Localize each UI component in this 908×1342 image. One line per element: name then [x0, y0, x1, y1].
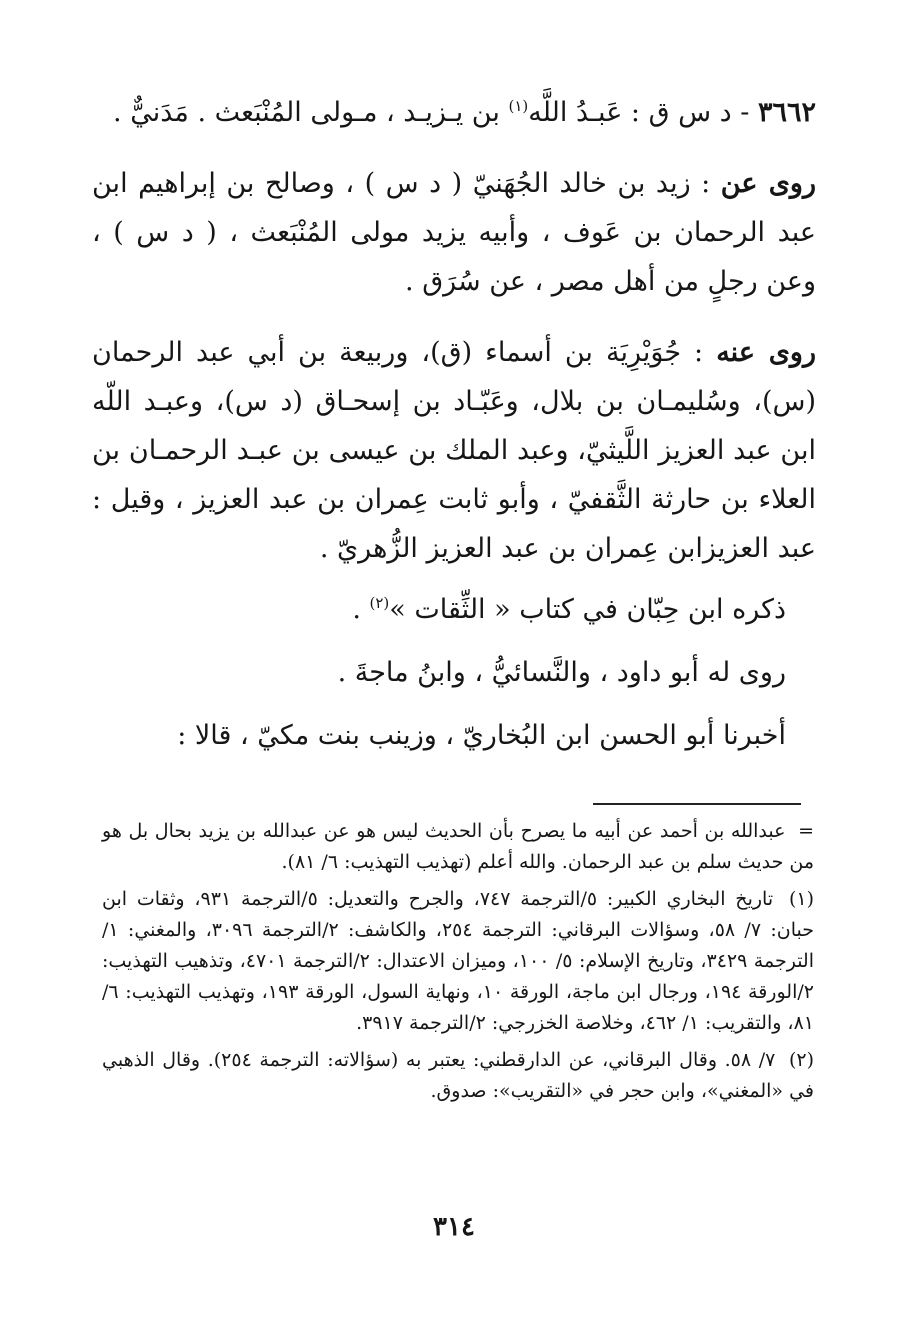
- mention-end: .: [352, 594, 370, 625]
- narrated-from-text: : زيد بن خالد الجُهَنيّ ( د س ) ، وصالح بن إبراهيم ابن عبد الرحمان بن عَوف ، وأبيه يزيد مولى المُنْبَعث ، ( د س ) ، وعن رجلٍ من أهل مصر ، عن سُرَق .: [92, 168, 816, 297]
- footnote-continuation: [102, 816, 814, 878]
- footnote-marker: (١): [788, 888, 814, 910]
- informed-text: أخبرنا أبو الحسن ابن البُخاريّ ، وزينب بنت مكيّ ، قالا :: [177, 720, 786, 751]
- narrated-from-label: روى عن: [720, 168, 816, 199]
- footnote-text: ٧/ ٥٨. وقال البرقاني، عن الدارقطني: يعتبر به (سؤالاته: الترجمة ٢٥٤). وقال الذهبي في «المغني»، وابن حجر في «التقريب»: صدوق.: [102, 1049, 814, 1102]
- footnote-1: [102, 884, 814, 1039]
- narrated-from-paragraph: [92, 159, 816, 306]
- narrators-paragraph: [92, 648, 816, 697]
- narrated-by-paragraph: [92, 328, 816, 573]
- entry-name: عَبـدُ اللَّه: [528, 97, 623, 128]
- footnote-text: تاريخ البخاري الكبير: ٥/الترجمة ٧٤٧، والجرح والتعديل: ٥/الترجمة ٩٣١، وثقات ابن حبان: ٧/ ٥٨، وسؤالات البرقاني: الترجمة ٢٥٤، والكاشف: ٢/الترجمة ٣٠٩٦، والمغني: ١/الترجمة ٣٤٢٩، وتاريخ الإسلام: ٥/ ١٠٠، وميزان الاعتدال: ٢/الترجمة ٤٧٠١، وتذهيب التهذيب: ٢/الورقة ١٩٤، ورجال ابن ماجة، الورقة ١٠، ونهاية السول، الورقة ١٩٣، وتهذيب التهذيب: ٦/ ٨١، والتقريب: ١/ ٤٦٢، وخلاصة الخزرجي: ٢/الترجمة ٣٩١٧.: [102, 888, 814, 1034]
- footnote-marker: =: [798, 820, 815, 842]
- narrators-text: روى له أبو داود ، والنَّسائيُّ ، وابنُ ماجةَ .: [337, 657, 786, 688]
- narrated-by-text: : جُوَيْرِيَة بن أسماء (ق)، وربيعة بن أبي عبد الرحمان (س)، وسُليمـان بن بلال، وعَبّـاد بن إسحـاق (د س)، وعبـد اللّه ابن عبد العزيز اللَّيثيّ، وعبد الملك بن عيسى بن عبـد الرحمـان بن العلاء بن حارثة الثَّقفيّ ، وأبو ثابت عِمران بن عبد العزيز ، وقيل : عبد العزيزابن عِمران بن عبد العزيز الزُّهريّ .: [92, 337, 816, 564]
- page-number: ٣١٤: [433, 1212, 475, 1242]
- footnote-divider: [593, 803, 801, 805]
- informed-paragraph: [92, 711, 816, 760]
- entry-rest: بن يـزيـد ، مـولى المُنْبَعث . مَدَنيٌّ .: [113, 97, 509, 128]
- footnote-ref-2: (٢): [369, 594, 390, 612]
- entry-number: ٣٦٦٢: [757, 97, 816, 128]
- narrated-by-label: روى عنه: [716, 337, 816, 368]
- footnote-marker: (٢): [788, 1049, 814, 1071]
- mention-text: ذكره ابن حِبّان في كتاب « الثِّقات »: [389, 594, 786, 625]
- entry-heading: [92, 88, 816, 137]
- entry-sigla: - د س ق :: [630, 97, 750, 128]
- main-text: [92, 88, 816, 774]
- footnote-ref-1: (١): [508, 97, 529, 115]
- footnotes-section: [102, 816, 814, 1113]
- footnote-2: [102, 1045, 814, 1107]
- mention-paragraph: [92, 585, 816, 634]
- footnote-text: عبدالله بن أحمد عن أبيه ما يصرح بأن الحديث ليس هو عن عبدالله بن يزيد بحال بل هو من حديث سلم بن عبد الرحمان. والله أعلم (تهذيب التهذيب: ٦/ ٨١).: [102, 820, 814, 873]
